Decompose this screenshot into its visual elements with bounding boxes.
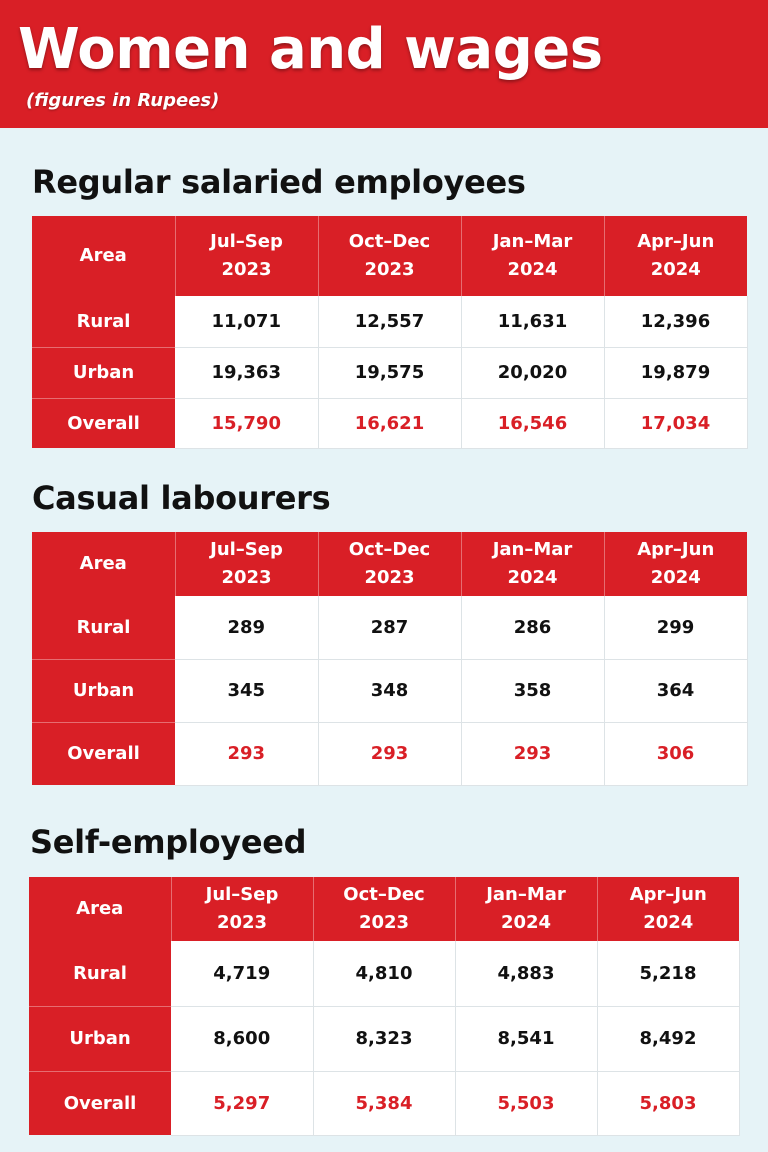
column-header-period: Oct–Dec 2023 <box>318 532 461 596</box>
section-title-regular-salaried: Regular salaried employees <box>32 163 526 201</box>
table-cell: 12,396 <box>604 296 747 347</box>
table-cell-overall: 5,503 <box>455 1071 597 1135</box>
table-cell-overall: 306 <box>604 722 747 785</box>
table-cell: 8,541 <box>455 1006 597 1071</box>
table-cell: 287 <box>318 596 461 659</box>
table-cell: 11,071 <box>175 296 318 347</box>
table-cell: 286 <box>461 596 604 659</box>
table-header-row <box>32 532 747 596</box>
section-title-self-employed: Self-employeed <box>30 823 307 861</box>
table-cell: 19,879 <box>604 347 747 398</box>
column-header-period: Apr–Jun 2024 <box>604 216 747 296</box>
row-label-overall: Overall <box>32 722 175 785</box>
table-row-urban <box>32 659 747 722</box>
table-self-employed <box>29 877 740 1136</box>
table-cell-overall: 16,621 <box>318 398 461 448</box>
table-row-rural <box>32 596 747 659</box>
table-cell: 299 <box>604 596 747 659</box>
row-label-rural: Rural <box>29 941 171 1006</box>
row-label-urban: Urban <box>32 659 175 722</box>
table-cell: 358 <box>461 659 604 722</box>
table-row-overall <box>32 722 747 785</box>
row-label-overall: Overall <box>29 1071 171 1135</box>
table-cell: 8,600 <box>171 1006 313 1071</box>
column-header-period: Oct–Dec 2023 <box>318 216 461 296</box>
table-row-rural <box>29 941 739 1006</box>
table-cell: 19,363 <box>175 347 318 398</box>
table-cell-overall: 16,546 <box>461 398 604 448</box>
table-cell: 19,575 <box>318 347 461 398</box>
table-cell: 345 <box>175 659 318 722</box>
table-cell: 12,557 <box>318 296 461 347</box>
table-cell-overall: 15,790 <box>175 398 318 448</box>
row-label-rural: Rural <box>32 296 175 347</box>
table-header-row <box>29 877 739 941</box>
column-header-area: Area <box>32 532 175 596</box>
table-casual-labourers <box>32 532 748 786</box>
table-cell: 4,719 <box>171 941 313 1006</box>
header-banner <box>0 0 768 128</box>
table-cell-overall: 293 <box>461 722 604 785</box>
table-cell: 11,631 <box>461 296 604 347</box>
column-header-period: Apr–Jun 2024 <box>597 877 739 941</box>
column-header-period: Jul–Sep 2023 <box>175 532 318 596</box>
table-cell: 4,883 <box>455 941 597 1006</box>
table-row-urban <box>29 1006 739 1071</box>
column-header-area: Area <box>32 216 175 296</box>
table-cell: 289 <box>175 596 318 659</box>
column-header-period: Jan–Mar 2024 <box>461 216 604 296</box>
table-cell: 8,323 <box>313 1006 455 1071</box>
table-cell-overall: 293 <box>175 722 318 785</box>
table-cell-overall: 5,384 <box>313 1071 455 1135</box>
table-cell: 364 <box>604 659 747 722</box>
table-cell-overall: 5,297 <box>171 1071 313 1135</box>
table-cell: 4,810 <box>313 941 455 1006</box>
table-cell-overall: 293 <box>318 722 461 785</box>
column-header-period: Jul–Sep 2023 <box>175 216 318 296</box>
table-cell-overall: 5,803 <box>597 1071 739 1135</box>
table-cell-overall: 17,034 <box>604 398 747 448</box>
row-label-overall: Overall <box>32 398 175 448</box>
table-cell: 8,492 <box>597 1006 739 1071</box>
section-title-casual-labourers: Casual labourers <box>32 479 331 517</box>
table-cell: 20,020 <box>461 347 604 398</box>
column-header-area: Area <box>29 877 171 941</box>
column-header-period: Apr–Jun 2024 <box>604 532 747 596</box>
column-header-period: Jul–Sep 2023 <box>171 877 313 941</box>
table-cell: 5,218 <box>597 941 739 1006</box>
table-regular-salaried <box>32 216 748 449</box>
table-header-row <box>32 216 747 296</box>
table-row-overall <box>32 398 747 448</box>
column-header-period: Jan–Mar 2024 <box>461 532 604 596</box>
column-header-period: Oct–Dec 2023 <box>313 877 455 941</box>
table-row-rural <box>32 296 747 347</box>
table-row-urban <box>32 347 747 398</box>
page-subtitle: (figures in Rupees) <box>26 90 220 111</box>
table-cell: 348 <box>318 659 461 722</box>
row-label-rural: Rural <box>32 596 175 659</box>
table-row-overall <box>29 1071 739 1135</box>
row-label-urban: Urban <box>32 347 175 398</box>
column-header-period: Jan–Mar 2024 <box>455 877 597 941</box>
page-title: Women and wages <box>18 17 603 82</box>
row-label-urban: Urban <box>29 1006 171 1071</box>
